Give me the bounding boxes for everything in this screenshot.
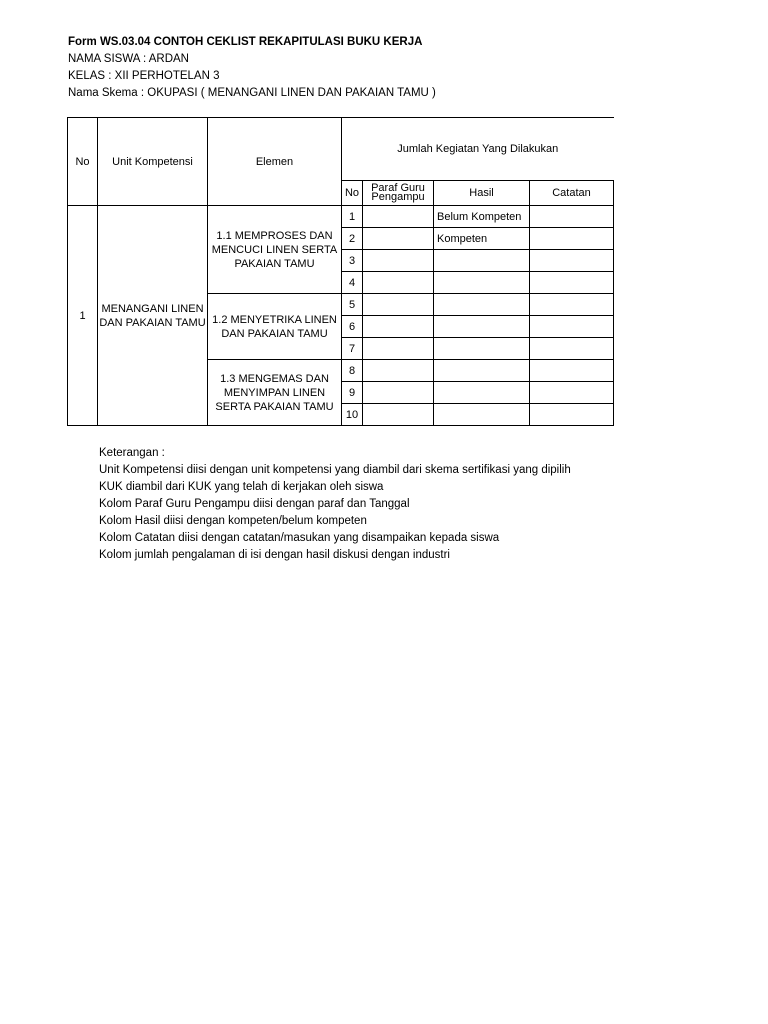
row-no: 7 — [342, 338, 363, 360]
row-no: 10 — [342, 404, 363, 426]
row-no: 3 — [342, 250, 363, 272]
hasil-cell — [434, 382, 530, 404]
form-title: Form WS.03.04 CONTOH CEKLIST REKAPITULASI BUKU KERJA — [68, 36, 423, 48]
hasil-cell: Kompeten — [434, 228, 530, 250]
header-hasil: Hasil — [434, 181, 530, 206]
note-line: Kolom Paraf Guru Pengampu diisi dengan paraf dan Tanggal — [99, 498, 410, 510]
paraf-cell — [363, 272, 434, 294]
hasil-cell — [434, 294, 530, 316]
header-sub-no: No — [342, 181, 363, 206]
hasil-cell — [434, 338, 530, 360]
row-no: 9 — [342, 382, 363, 404]
catatan-cell — [530, 316, 614, 338]
row-no: 5 — [342, 294, 363, 316]
header-no: No — [68, 118, 98, 206]
catatan-cell — [530, 206, 614, 228]
row-no: 2 — [342, 228, 363, 250]
paraf-cell — [363, 360, 434, 382]
unit-kompetensi-name: MENANGANI LINEN DAN PAKAIAN TAMU — [98, 206, 208, 426]
hasil-cell — [434, 272, 530, 294]
notes-heading: Keterangan : — [99, 447, 165, 459]
row-no: 6 — [342, 316, 363, 338]
note-line: Kolom Catatan diisi dengan catatan/masukan yang disampaikan kepada siswa — [99, 532, 500, 544]
form-header — [68, 34, 436, 102]
paraf-cell — [363, 316, 434, 338]
paraf-cell — [363, 404, 434, 426]
catatan-cell — [530, 382, 614, 404]
header-jumlah-kegiatan: Jumlah Kegiatan Yang Dilakukan — [342, 118, 614, 181]
paraf-cell — [363, 250, 434, 272]
paraf-cell — [363, 338, 434, 360]
paraf-cell — [363, 206, 434, 228]
note-line: Unit Kompetensi diisi dengan unit kompetensi yang diambil dari skema sertifikasi yang dipilih — [99, 464, 571, 476]
rekapitulasi-table — [67, 117, 614, 426]
catatan-cell — [530, 360, 614, 382]
header-paraf-guru: Paraf Guru Pengampu — [363, 181, 434, 206]
keterangan-notes — [99, 445, 571, 564]
row-no: 1 — [342, 206, 363, 228]
note-line: Kolom jumlah pengalaman di isi dengan hasil diskusi dengan industri — [99, 549, 450, 561]
elemen-1-3: 1.3 MENGEMAS DAN MENYIMPAN LINEN SERTA PAKAIAN TAMU — [208, 360, 342, 426]
nama-skema: Nama Skema : OKUPASI ( MENANGANI LINEN DAN PAKAIAN TAMU ) — [68, 87, 436, 99]
catatan-cell — [530, 228, 614, 250]
row-no: 4 — [342, 272, 363, 294]
kelas: KELAS : XII PERHOTELAN 3 — [68, 70, 220, 82]
hasil-cell — [434, 360, 530, 382]
catatan-cell — [530, 272, 614, 294]
paraf-cell — [363, 228, 434, 250]
hasil-cell: Belum Kompeten — [434, 206, 530, 228]
catatan-cell — [530, 250, 614, 272]
nama-siswa: NAMA SISWA : ARDAN — [68, 53, 189, 65]
catatan-cell — [530, 404, 614, 426]
header-elemen: Elemen — [208, 118, 342, 206]
catatan-cell — [530, 294, 614, 316]
unit-no: 1 — [68, 206, 98, 426]
hasil-cell — [434, 250, 530, 272]
hasil-cell — [434, 404, 530, 426]
elemen-1-2: 1.2 MENYETRIKA LINEN DAN PAKAIAN TAMU — [208, 294, 342, 360]
header-catatan: Catatan — [530, 181, 614, 206]
note-line: KUK diambil dari KUK yang telah di kerjakan oleh siswa — [99, 481, 384, 493]
paraf-cell — [363, 294, 434, 316]
catatan-cell — [530, 338, 614, 360]
elemen-1-1: 1.1 MEMPROSES DAN MENCUCI LINEN SERTA PAKAIAN TAMU — [208, 206, 342, 294]
header-unit-kompetensi: Unit Kompetensi — [98, 118, 208, 206]
hasil-cell — [434, 316, 530, 338]
row-no: 8 — [342, 360, 363, 382]
note-line: Kolom Hasil diisi dengan kompeten/belum kompeten — [99, 515, 367, 527]
paraf-cell — [363, 382, 434, 404]
